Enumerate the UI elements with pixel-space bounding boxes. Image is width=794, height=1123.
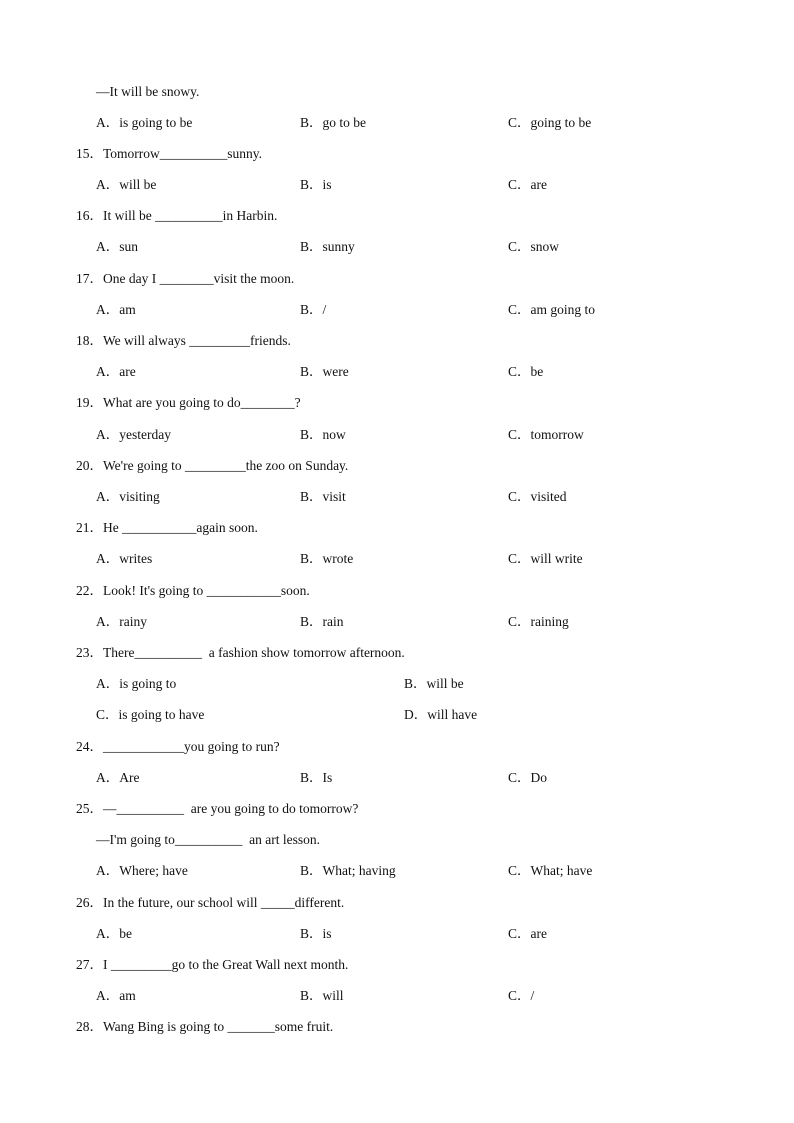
question-stem: 20．We're going to _________the zoo on Sunday. <box>76 458 349 473</box>
question-stem: 18．We will always _________friends. <box>76 333 291 348</box>
answer-option: A．will be <box>96 177 157 192</box>
answer-option: B．What; having <box>300 863 396 878</box>
answer-option: B．is <box>300 926 332 941</box>
answer-option: A．be <box>96 926 132 941</box>
answer-option: C．raining <box>508 614 569 629</box>
question-stem: 27．I _________go to the Great Wall next month. <box>76 957 349 972</box>
answer-option: A．visiting <box>96 489 160 504</box>
answer-option: A．am <box>96 988 136 1003</box>
answer-option: C．snow <box>508 239 560 254</box>
answer-option: B．will be <box>404 676 464 691</box>
question-stem: 21．He ___________again soon. <box>76 520 258 535</box>
answer-option: A．Where; have <box>96 863 188 878</box>
question-continuation: —It will be snowy. <box>96 84 200 99</box>
question-stem: 28．Wang Bing is going to _______some fruit. <box>76 1019 334 1034</box>
answer-option: C．will write <box>508 551 583 566</box>
answer-option: C．are <box>508 926 547 941</box>
answer-option: C．What; have <box>508 863 593 878</box>
answer-option: D．will have <box>404 707 478 722</box>
answer-option: B．rain <box>300 614 344 629</box>
answer-option: A．writes <box>96 551 153 566</box>
question-continuation: —I'm going to__________ an art lesson. <box>96 832 321 847</box>
answer-option: C．is going to have <box>96 707 205 722</box>
answer-option: C．am going to <box>508 302 595 317</box>
answer-option: A．rainy <box>96 614 147 629</box>
question-stem: 23．There__________ a fashion show tomorrow afternoon. <box>76 645 405 660</box>
answer-option: B．/ <box>300 302 327 317</box>
question-stem: 19．What are you going to do________? <box>76 395 301 410</box>
question-stem: 17．One day I ________visit the moon. <box>76 271 295 286</box>
answer-option: C．visited <box>508 489 567 504</box>
answer-option: A．yesterday <box>96 427 171 442</box>
question-stem: 26．In the future, our school will _____different. <box>76 895 345 910</box>
answer-option: C．going to be <box>508 115 592 130</box>
answer-option: B．is <box>300 177 332 192</box>
answer-option: A．is going to be <box>96 115 193 130</box>
answer-option: A．are <box>96 364 136 379</box>
answer-option: A．am <box>96 302 136 317</box>
answer-option: B．will <box>300 988 344 1003</box>
answer-option: C．are <box>508 177 547 192</box>
answer-option: A．is going to <box>96 676 177 691</box>
answer-option: B．were <box>300 364 349 379</box>
question-stem: 24．____________you going to run? <box>76 739 280 754</box>
answer-option: B．visit <box>300 489 346 504</box>
answer-option: C．be <box>508 364 544 379</box>
answer-option: C．tomorrow <box>508 427 584 442</box>
question-stem: 15．Tomorrow__________sunny. <box>76 146 263 161</box>
answer-option: B．Is <box>300 770 333 785</box>
question-stem: 22．Look! It's going to ___________soon. <box>76 583 310 598</box>
answer-option: B．go to be <box>300 115 366 130</box>
answer-option: C．Do <box>508 770 548 785</box>
question-stem: 25．—__________ are you going to do tomorrow? <box>76 801 359 816</box>
answer-option: A．sun <box>96 239 139 254</box>
answer-option: B．now <box>300 427 346 442</box>
answer-option: C．/ <box>508 988 535 1003</box>
question-stem: 16．It will be __________in Harbin. <box>76 208 278 223</box>
answer-option: A．Are <box>96 770 140 785</box>
answer-option: B．sunny <box>300 239 355 254</box>
answer-option: B．wrote <box>300 551 354 566</box>
